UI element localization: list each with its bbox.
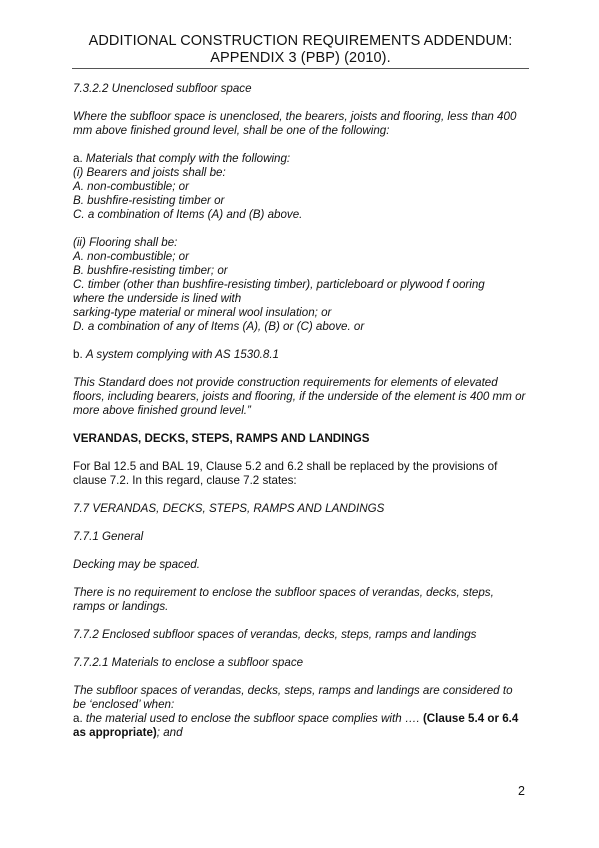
verandas-heading: VERANDAS, DECKS, STEPS, RAMPS AND LANDINGS (73, 432, 370, 445)
list-ii-item-a: A. non-combustible; or (73, 250, 189, 263)
list-ii-item-b: B. bushfire-resisting timber; or (73, 264, 228, 277)
section-7721-title: 7.7.2.1 Materials to enclose a subfloor space (73, 656, 304, 669)
section-772-title: 7.7.2 Enclosed subfloor spaces of verandas, decks, steps, ramps and landings (73, 628, 477, 641)
section-771-title: 7.7.1 General (73, 530, 144, 543)
final-a-end: ; and (156, 726, 183, 739)
enclosed-paragraph: The subfloor spaces of verandas, decks, steps, ramps and landings are considered to be ‘enclosed’ when: (73, 684, 513, 711)
list-ii-item-d: D. a combination of any of Items (A), (B) or (C) above. or (73, 320, 365, 333)
list-a-text: Materials that comply with the following: (85, 152, 291, 165)
standard-note: This Standard does not provide construction requirements for elements of elevated floors, including bearers, joists and flooring, if the underside of the element is 400 mm or more above finished ground level.” (73, 376, 526, 417)
list-b-text: A system complying with AS 1530.8.1 (85, 348, 279, 361)
page-body (73, 82, 528, 740)
page-header (72, 33, 529, 67)
section-7322-intro: Where the subfloor space is unenclosed, the bearers, joists and flooring, less than 400 mm above finished ground level, shall be one of the following: (73, 110, 517, 137)
list-ii-item-c-line-3: sarking-type material or mineral wool insulation; or (73, 306, 332, 319)
bal-paragraph: For Bal 12.5 and BAL 19, Clause 5.2 and 6.2 shall be replaced by the provisions of clause 7.2. In this regard, clause 7.2 states: (73, 460, 498, 487)
list-i-line: (i) Bearers and joists shall be: (73, 166, 226, 179)
list-i-item-b: B. bushfire-resisting timber or (73, 194, 225, 207)
header-title-line-1: ADDITIONAL CONSTRUCTION REQUIREMENTS ADDENDUM: (88, 33, 513, 49)
list-ii-item-c-line-2: where the underside is lined with (73, 292, 242, 305)
final-a-italic: the material used to enclose the subfloor space complies with …. (85, 712, 423, 725)
list-b-prefix: b. (73, 348, 86, 361)
list-ii-line: (ii) Flooring shall be: (73, 236, 178, 249)
enclosed-block (73, 684, 528, 740)
list-ii-item-c-line-1: C. timber (other than bushfire-resisting timber), particleboard or plywood f ooring (73, 278, 485, 291)
list-ii-block (73, 236, 528, 334)
header-divider (72, 68, 529, 69)
final-a-line (73, 712, 528, 740)
decking-paragraph: Decking may be spaced. (73, 558, 200, 571)
no-requirement-paragraph: There is no requirement to enclose the subfloor spaces of verandas, decks, steps, ramps or landings. (73, 586, 494, 613)
list-i-item-c: C. a combination of Items (A) and (B) above. (73, 208, 303, 221)
section-77-title: 7.7 VERANDAS, DECKS, STEPS, RAMPS AND LANDINGS (73, 502, 385, 515)
list-a-prefix: a. (73, 152, 86, 165)
final-a-prefix: a. (73, 712, 86, 725)
header-title-line-2: APPENDIX 3 (PBP) (2010). (210, 50, 391, 66)
section-7322-title: 7.3.2.2 Unenclosed subfloor space (73, 82, 252, 95)
list-i-item-a: A. non-combustible; or (73, 180, 189, 193)
list-b-line (73, 348, 528, 362)
page-number: 2 (518, 784, 525, 798)
list-a-block (73, 152, 528, 222)
list-a-line (73, 152, 528, 166)
final-a-bold: (Clause 5.4 or 6.4 as appropriate) (73, 712, 519, 739)
